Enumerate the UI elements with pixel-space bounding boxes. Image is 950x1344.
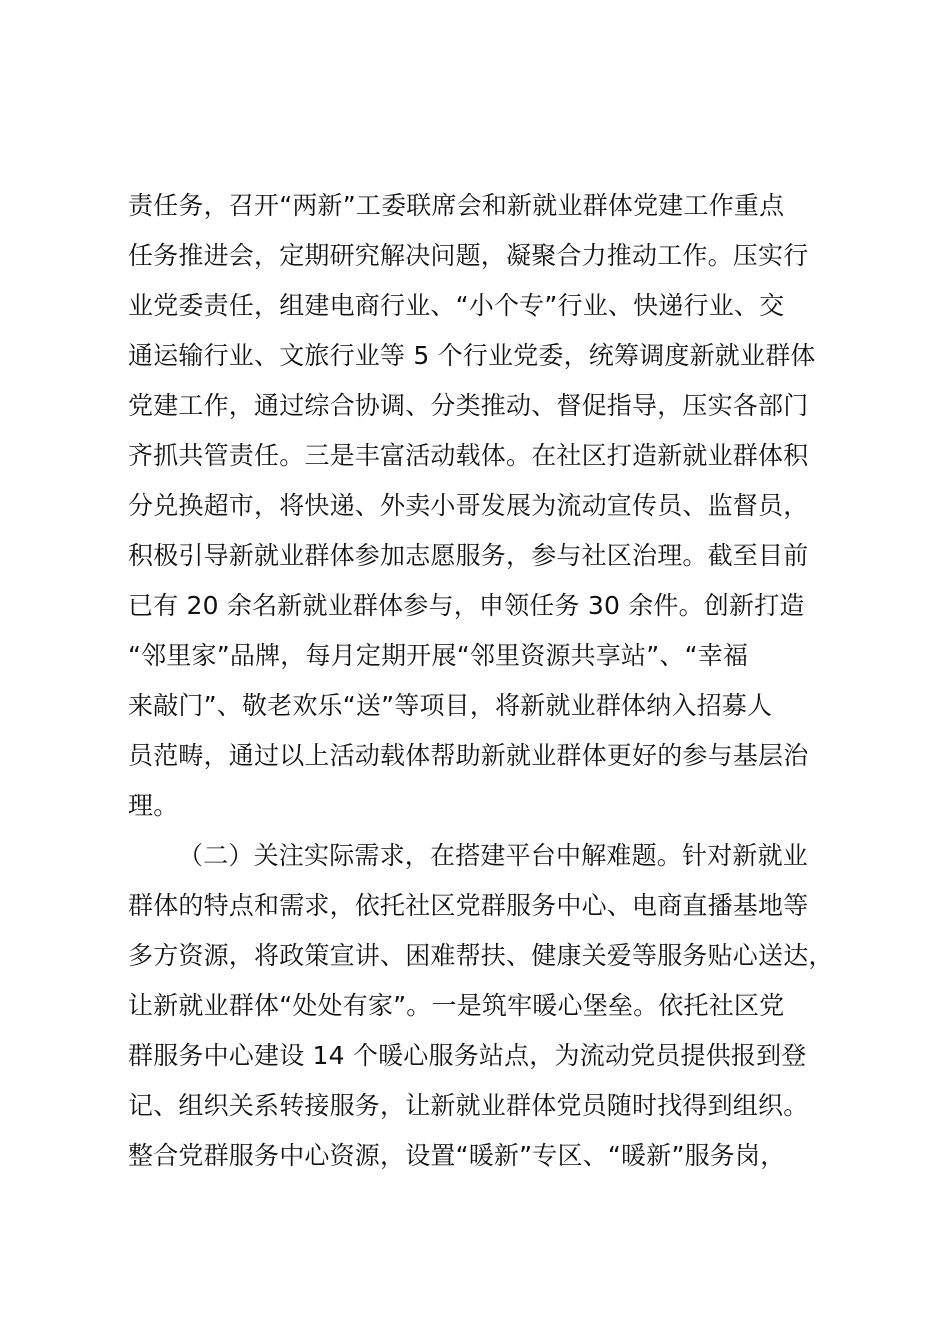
text-line: （二）关注实际需求，在搭建平台中解难题。针对新就业 [178, 841, 809, 870]
text-line: 理。 [128, 791, 179, 820]
text-line: 任务推进会，定期研究解决问题，凝聚合力推动工作。压实行 [128, 241, 809, 270]
text-line: 分兑换超市，将快递、外卖小哥发展为流动宣传员、监督员， [128, 491, 809, 520]
text-line: 员范畴，通过以上活动载体帮助新就业群体更好的参与基层治 [128, 741, 809, 770]
text-line: 整合党群服务中心资源，设置“暖新”专区、“暖新”服务岗， [128, 1141, 786, 1170]
text-line: 责任务，召开“两新”工委联席会和新就业群体党建工作重点 [128, 191, 785, 220]
text-line: 来敲门”、敬老欢乐“送”等项目，将新就业群体纳入招募人 [128, 691, 773, 720]
text-line: 积极引导新就业群体参加志愿服务，参与社区治理。截至目前 [128, 541, 809, 570]
text-line: 业党委责任，组建电商行业、“小个专”行业、快递行业、交 [128, 291, 785, 320]
text-line: 记、组织关系转接服务，让新就业群体党员随时找得到组织。 [128, 1091, 809, 1120]
text-line: 群服务中心建设 14 个暖心服务站点，为流动党员提供报到登 [128, 1041, 807, 1070]
text-line: 让新就业群体“处处有家”。一是筑牢暖心堡垒。依托社区党 [128, 991, 785, 1020]
text-line: 通运输行业、文旅行业等 5 个行业党委，统筹调度新就业群体 [128, 341, 816, 370]
text-line: 群体的特点和需求，依托社区党群服务中心、电商直播基地等 [128, 891, 809, 920]
text-line: “邻里家”品牌，每月定期开展“邻里资源共享站”、“幸福 [128, 641, 749, 670]
text-line: 党建工作，通过综合协调、分类推动、督促指导，压实各部门 [128, 391, 809, 420]
text-line: 已有 20 余名新就业群体参与，申领任务 30 余件。创新打造 [128, 591, 805, 620]
text-line: 多方资源，将政策宣讲、困难帮扶、健康关爱等服务贴心送达， [128, 941, 834, 970]
text-line: 齐抓共管责任。三是丰富活动载体。在社区打造新就业群体积 [128, 441, 809, 470]
